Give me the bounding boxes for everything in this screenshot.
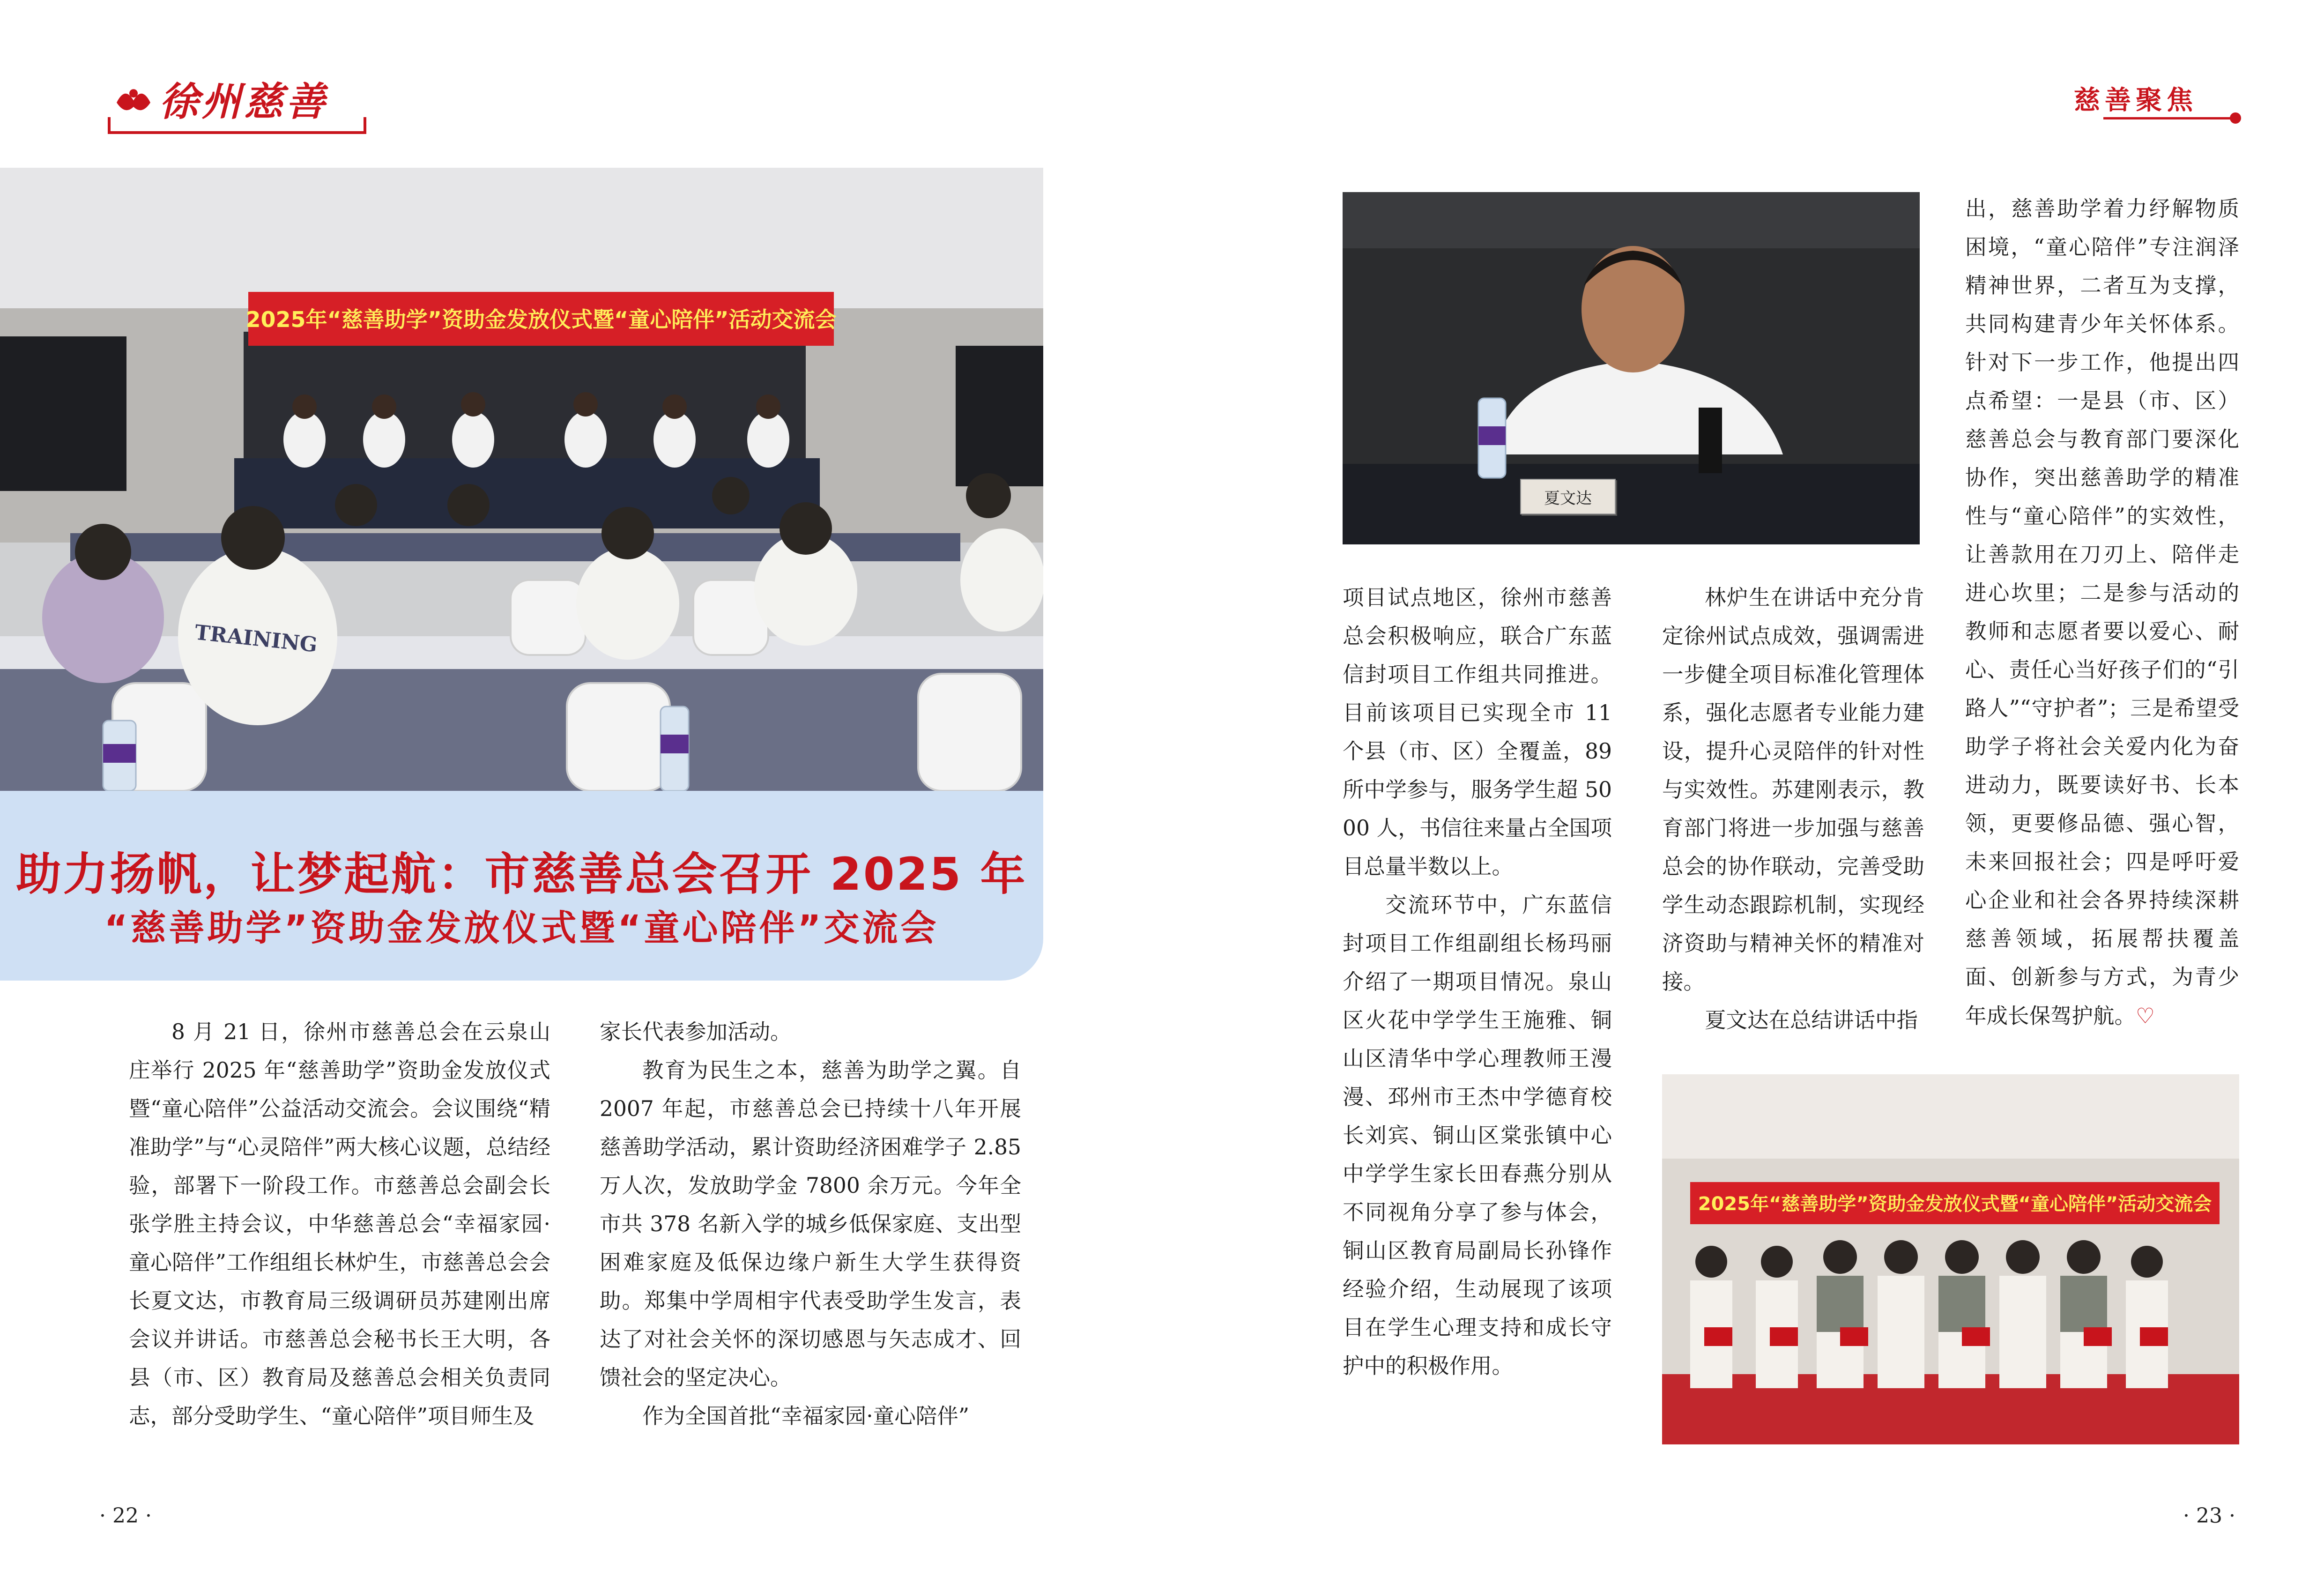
paragraph: 交流环节中，广东蓝信封项目工作组副组长杨玛丽介绍了一期项目情况。泉山区火花中学学生王施雅、铜山区清华中学心理教师王漫漫、邳州市王杰中学德育校长刘宾、铜山区棠张镇中心中学学生家长田春燕分别从不同视角分享了参与体会，铜山区教育局副局长孙锋作经验介绍，生动展现了该项目在学生心理支持和成长守护中的积极作用。	[1343, 893, 1612, 1378]
page-number-right: · 23 ·	[2183, 1504, 2235, 1528]
logo-text: 徐州慈善	[159, 78, 328, 125]
meeting-photo	[0, 168, 1043, 791]
group-banner-text: 2025年“慈善助学”资助金发放仪式暨“童心陪伴”活动交流会	[1698, 1193, 2212, 1215]
shirt-text: TRAINING	[193, 620, 319, 657]
column-4	[1662, 579, 1924, 1040]
end-heart-icon: ♡	[2136, 1003, 2155, 1028]
paragraph: 作为全国首批“幸福家园·童心陪伴”	[642, 1404, 969, 1428]
page-number-left: · 22 ·	[99, 1504, 152, 1528]
paragraph: 林炉生在讲话中充分肯定徐州试点成效，强调需进一步健全项目标准化管理体系，强化志愿者专业能力建设，提升心灵陪伴的针对性与实效性。苏建刚表示，教育部门将进一步加强与慈善总会的协作联动，完善受助学生动态跟踪机制，实现经济资助与精神关怀的精准对接。	[1662, 585, 1924, 994]
speaker-nameplate: 夏文达	[1520, 479, 1616, 514]
article-title: 助力扬帆，让梦起航：市慈善总会召开 2025 年	[16, 848, 1027, 900]
paragraph: 夏文达在总结讲话中指	[1705, 1008, 1918, 1033]
paragraph-text: 出，慈善助学着力纾解物质困境，“童心陪伴”专注润泽精神世界，二者互为支撑，共同构建青少年关怀体系。针对下一步工作，他提出四点希望：一是县（市、区）慈善总会与教育部门要深化协作，突出慈善助学的精准性与“童心陪伴”的实效性，让善款用在刀刃上、陪伴走进心坎里；二是参与活动的教师和志愿者要以爱心、耐心、责任心当好孩子们的“引路人”“守护者”；三是希望受助学子将社会关爱内化为奋进动力，既要读好书、长本领，更要修品德、强心智，未来回报社会；四是呼吁爱心企业和社会各界持续深耕慈善领域，拓展帮扶覆盖面、创新参与方式，为青少年成长保驾护航。	[1965, 196, 2239, 1028]
logo-underline	[108, 117, 366, 134]
meeting-banner-text: 2025年“慈善助学”资助金发放仪式暨“童心陪伴”活动交流会	[245, 307, 837, 332]
column-3	[1343, 579, 1612, 1385]
award-group-photo	[1662, 1074, 2239, 1444]
column-5	[1965, 190, 2239, 1035]
section-rule	[2103, 117, 2235, 119]
column-1	[129, 1013, 550, 1436]
paragraph: 8 月 21 日，徐州市慈善总会在云泉山庄举行 2025 年“慈善助学”资助金发放仪式暨“童心陪伴”公益活动交流会。会议围绕“精准助学”与“心灵陪伴”两大核心议题，总结经验，部署下一阶段工作。市慈善总会副会长张学胜主持会议，中华慈善总会“幸福家园·童心陪伴”工作组组长林炉生，市慈善总会会长夏文达，市教育局三级调研员苏建刚出席会议并讲话。市慈善总会秘书长王大明，各县（市、区）教育局及慈善总会相关负责同志，部分受助学生、“童心陪伴”项目师生及	[129, 1019, 550, 1428]
section-label: 慈善聚焦	[2074, 85, 2198, 116]
section-dot	[2230, 112, 2241, 124]
paragraph: 家长代表参加活动。	[600, 1019, 792, 1044]
column-2	[600, 1013, 1021, 1436]
article-subtitle: “慈善助学”资助金发放仪式暨“童心陪伴”交流会	[104, 907, 939, 949]
paragraph: 项目试点地区，徐州市慈善总会积极响应，联合广东蓝信封项目工作组共同推进。目前该项目已实现全市 11 个县（市、区）全覆盖，89 所中学参与，服务学生超 5000 人，书信往来量占全国项目总量半数以上。	[1343, 585, 1612, 879]
speaker-photo	[1343, 192, 1920, 544]
paragraph	[1965, 190, 2239, 1035]
paragraph: 教育为民生之本，慈善为助学之翼。自 2007 年起，市慈善总会已持续十八年开展慈善助学活动，累计资助经济困难学子 2.85 万人次，发放助学金 7800 余万元。今年全市共 378 名新入学的城乡低保家庭、支出型困难家庭及低保边缘户新生大学生获得资助。郑集中学周相宇代表受助学生发言，表达了对社会关怀的深切感恩与矢志成才、回馈社会的坚定决心。	[600, 1058, 1021, 1390]
charity-hands-icon	[112, 77, 155, 119]
